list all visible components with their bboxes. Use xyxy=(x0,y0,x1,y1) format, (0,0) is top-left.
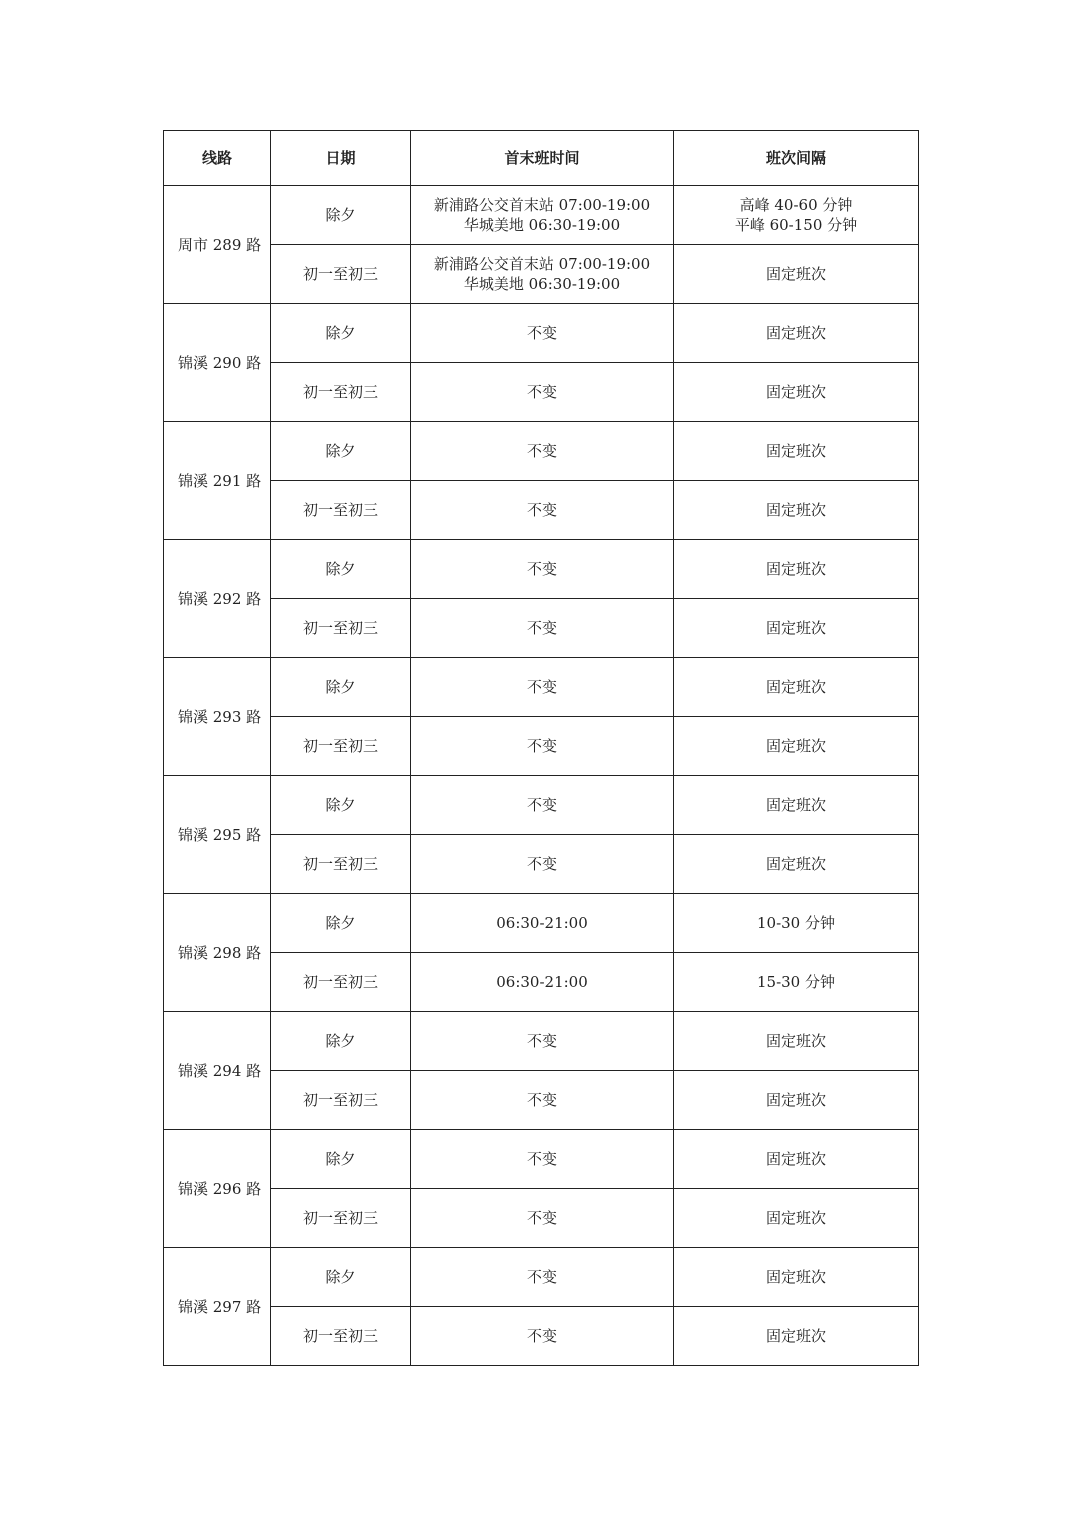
service-time-cell xyxy=(411,363,674,422)
interval-text: 固定班次 xyxy=(765,1209,826,1227)
route-line-cell: 锦溪 295 路 xyxy=(164,776,271,894)
interval-text: 固定班次 xyxy=(765,560,826,578)
date-cell: 除夕 xyxy=(271,776,411,835)
service-time-cell xyxy=(411,894,674,953)
table-row xyxy=(164,953,919,1012)
service-time-text: 不变 xyxy=(526,737,557,755)
service-time-cell xyxy=(411,835,674,894)
interval-cell xyxy=(674,1012,919,1071)
interval-text: 15-30 分钟 xyxy=(756,973,835,991)
service-time-cell xyxy=(411,1189,674,1248)
table-row xyxy=(164,894,919,953)
interval-text: 固定班次 xyxy=(765,324,826,342)
route-line-cell: 锦溪 290 路 xyxy=(164,304,271,422)
service-time-cell xyxy=(411,1012,674,1071)
date-cell: 除夕 xyxy=(271,658,411,717)
interval-text: 高峰 40-60 分钟 xyxy=(739,196,853,214)
header-date: 日期 xyxy=(271,131,411,186)
interval-cell xyxy=(674,658,919,717)
service-time-text: 不变 xyxy=(526,1091,557,1109)
table-row xyxy=(164,304,919,363)
interval-cell xyxy=(674,481,919,540)
route-line-cell: 锦溪 293 路 xyxy=(164,658,271,776)
table-row xyxy=(164,1189,919,1248)
interval-cell xyxy=(674,1248,919,1307)
service-time-text: 不变 xyxy=(526,324,557,342)
table-row xyxy=(164,717,919,776)
service-time-text: 06:30-21:00 xyxy=(496,914,588,932)
service-time-text: 06:30-21:00 xyxy=(496,973,588,991)
date-cell: 除夕 xyxy=(271,894,411,953)
interval-cell xyxy=(674,835,919,894)
table-row xyxy=(164,422,919,481)
service-time-cell xyxy=(411,599,674,658)
date-cell: 初一至初三 xyxy=(271,363,411,422)
interval-text: 固定班次 xyxy=(765,855,826,873)
table-row xyxy=(164,363,919,422)
interval-text: 固定班次 xyxy=(765,1091,826,1109)
date-cell: 除夕 xyxy=(271,422,411,481)
date-cell: 除夕 xyxy=(271,540,411,599)
interval-cell xyxy=(674,245,919,304)
interval-cell xyxy=(674,1130,919,1189)
table-body xyxy=(164,186,919,1366)
date-cell: 除夕 xyxy=(271,1012,411,1071)
header-time: 首末班时间 xyxy=(411,131,674,186)
interval-text: 固定班次 xyxy=(765,1268,826,1286)
service-time-text: 不变 xyxy=(526,1032,557,1050)
interval-text: 固定班次 xyxy=(765,383,826,401)
route-line-cell: 锦溪 296 路 xyxy=(164,1130,271,1248)
table-row xyxy=(164,1307,919,1366)
service-time-cell xyxy=(411,717,674,776)
interval-text: 固定班次 xyxy=(765,678,826,696)
date-cell: 初一至初三 xyxy=(271,245,411,304)
interval-cell xyxy=(674,540,919,599)
date-cell: 除夕 xyxy=(271,1248,411,1307)
service-time-text: 不变 xyxy=(526,383,557,401)
service-time-text: 不变 xyxy=(526,560,557,578)
service-time-text: 不变 xyxy=(526,1268,557,1286)
interval-text: 固定班次 xyxy=(765,1032,826,1050)
service-time-text: 不变 xyxy=(526,619,557,637)
interval-text: 固定班次 xyxy=(765,796,826,814)
header-interval: 班次间隔 xyxy=(674,131,919,186)
interval-text: 平峰 60-150 分钟 xyxy=(734,216,858,234)
date-cell: 除夕 xyxy=(271,186,411,245)
table-row xyxy=(164,186,919,245)
service-time-text: 不变 xyxy=(526,1327,557,1345)
service-time-cell xyxy=(411,776,674,835)
date-cell: 初一至初三 xyxy=(271,599,411,658)
bus-schedule-table xyxy=(163,130,919,1366)
date-cell: 初一至初三 xyxy=(271,1189,411,1248)
service-time-text: 不变 xyxy=(526,501,557,519)
interval-cell xyxy=(674,776,919,835)
interval-cell xyxy=(674,1307,919,1366)
table-row xyxy=(164,1248,919,1307)
service-time-text: 新浦路公交首末站 07:00-19:00 xyxy=(433,255,651,273)
service-time-cell xyxy=(411,245,674,304)
header-line: 线路 xyxy=(164,131,271,186)
table-row xyxy=(164,835,919,894)
header-row xyxy=(164,131,919,186)
date-cell: 初一至初三 xyxy=(271,1071,411,1130)
table-row xyxy=(164,776,919,835)
service-time-text: 新浦路公交首末站 07:00-19:00 xyxy=(433,196,651,214)
date-cell: 初一至初三 xyxy=(271,835,411,894)
date-cell: 初一至初三 xyxy=(271,717,411,776)
route-line-cell: 锦溪 291 路 xyxy=(164,422,271,540)
interval-cell xyxy=(674,894,919,953)
date-cell: 除夕 xyxy=(271,1130,411,1189)
service-time-text: 华城美地 06:30-19:00 xyxy=(463,216,621,234)
route-line-cell: 周市 289 路 xyxy=(164,186,271,304)
service-time-text: 不变 xyxy=(526,796,557,814)
service-time-text: 不变 xyxy=(526,442,557,460)
service-time-text: 不变 xyxy=(526,855,557,873)
service-time-cell xyxy=(411,186,674,245)
table-row xyxy=(164,1130,919,1189)
service-time-cell xyxy=(411,658,674,717)
service-time-cell xyxy=(411,1071,674,1130)
route-line-cell: 锦溪 292 路 xyxy=(164,540,271,658)
table-row xyxy=(164,1071,919,1130)
date-cell: 初一至初三 xyxy=(271,953,411,1012)
table-row xyxy=(164,481,919,540)
interval-cell xyxy=(674,304,919,363)
interval-cell xyxy=(674,717,919,776)
interval-cell xyxy=(674,953,919,1012)
table-row xyxy=(164,658,919,717)
table-row xyxy=(164,245,919,304)
service-time-text: 华城美地 06:30-19:00 xyxy=(463,275,621,293)
interval-cell xyxy=(674,363,919,422)
service-time-cell xyxy=(411,1307,674,1366)
service-time-text: 不变 xyxy=(526,1209,557,1227)
interval-text: 10-30 分钟 xyxy=(756,914,835,932)
table-row xyxy=(164,599,919,658)
interval-text: 固定班次 xyxy=(765,442,826,460)
date-cell: 除夕 xyxy=(271,304,411,363)
route-line-cell: 锦溪 298 路 xyxy=(164,894,271,1012)
service-time-cell xyxy=(411,540,674,599)
table-row xyxy=(164,540,919,599)
service-time-cell xyxy=(411,1130,674,1189)
interval-text: 固定班次 xyxy=(765,737,826,755)
table-row xyxy=(164,1012,919,1071)
service-time-text: 不变 xyxy=(526,678,557,696)
service-time-text: 不变 xyxy=(526,1150,557,1168)
interval-text: 固定班次 xyxy=(765,619,826,637)
interval-cell xyxy=(674,422,919,481)
service-time-cell xyxy=(411,1248,674,1307)
interval-cell xyxy=(674,1189,919,1248)
table-header xyxy=(164,131,919,186)
date-cell: 初一至初三 xyxy=(271,481,411,540)
service-time-cell xyxy=(411,422,674,481)
service-time-cell xyxy=(411,304,674,363)
interval-cell xyxy=(674,1071,919,1130)
interval-text: 固定班次 xyxy=(765,265,826,283)
service-time-cell xyxy=(411,481,674,540)
interval-text: 固定班次 xyxy=(765,1327,826,1345)
route-line-cell: 锦溪 297 路 xyxy=(164,1248,271,1366)
interval-cell xyxy=(674,186,919,245)
route-line-cell: 锦溪 294 路 xyxy=(164,1012,271,1130)
service-time-cell xyxy=(411,953,674,1012)
date-cell: 初一至初三 xyxy=(271,1307,411,1366)
interval-text: 固定班次 xyxy=(765,1150,826,1168)
interval-text: 固定班次 xyxy=(765,501,826,519)
interval-cell xyxy=(674,599,919,658)
